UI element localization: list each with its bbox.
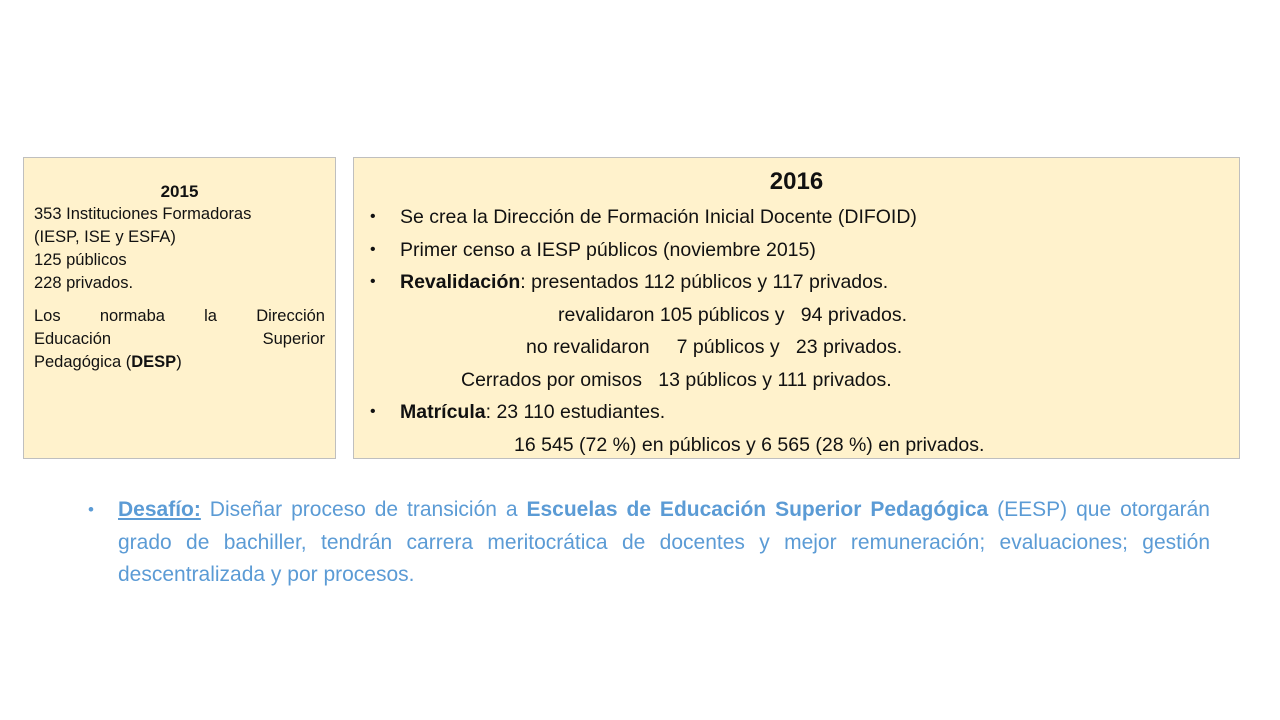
box-2015-para-line (34, 328, 325, 351)
box-2016-year: 2016 (769, 168, 824, 195)
box-2015-year: 2015 (160, 182, 199, 201)
bullet-text: Primer censo a IESP públicos (noviembre 2015) (400, 238, 816, 261)
challenge-label: Desafío: (118, 498, 201, 521)
word: Dirección (256, 307, 325, 325)
box-2016 (353, 157, 1240, 459)
box-2015 (23, 157, 336, 459)
bullet-item (368, 234, 1225, 267)
eesp-bold: Escuelas de Educación Superior Pedagógica (526, 498, 989, 521)
revalidation-line: Cerrados por omisos 13 públicos y 111 privados. (461, 368, 892, 391)
spacer (34, 295, 325, 305)
challenge-paragraph (88, 494, 1210, 592)
bullet-icon: • (370, 208, 376, 225)
bullet-text: : 23 110 estudiantes. (485, 401, 666, 423)
bullet-text: : presentados 112 públicos y 117 privados. (520, 271, 889, 293)
word: Superior (262, 330, 325, 348)
acronym-desp: DESP (131, 353, 177, 371)
enrollment-line: 16 545 (72 %) en públicos y 6 565 (28 %) en privados. (514, 433, 985, 456)
text: ) (176, 353, 182, 371)
revalidation-line: no revalidaron 7 públicos y 23 privados. (526, 336, 903, 358)
text: Diseñar proceso de transición a (200, 498, 527, 521)
bullet-icon: • (370, 403, 376, 420)
word: Educación (34, 330, 112, 348)
word: normaba (99, 307, 165, 325)
bullet-text: Se crea la Dirección de Formación Inicial Docente (DIFOID) (400, 206, 917, 228)
bullet-icon: • (370, 273, 376, 290)
bullet-icon: • (88, 500, 94, 519)
bullet-item (368, 266, 1225, 299)
text: Pedagógica ( (34, 353, 132, 371)
revalidation-line: revalidaron 105 públicos y 94 privados. (558, 303, 908, 326)
box-2015-line: 228 privados. (34, 274, 134, 292)
bullet-item (368, 396, 1225, 429)
bullet-bold-label: Matrícula (400, 401, 486, 423)
challenge-text (118, 494, 1210, 592)
box-2015-para-line (34, 351, 325, 374)
box-2015-line: 353 Instituciones Formadoras (34, 205, 252, 223)
bullet-bold-label: Revalidación (400, 271, 521, 293)
text: (EESP) que otorgarán grado de bachiller, tendrán carrera meritocrática de docentes y mejor remuneración; evaluaciones; gestión descentralizada y por procesos. (118, 498, 1210, 586)
bullet-icon: • (370, 240, 376, 258)
word: la (204, 307, 217, 325)
box-2015-para-line (34, 305, 325, 328)
word: Los (34, 307, 61, 325)
bullet-item (368, 201, 1225, 234)
box-2015-line: 125 públicos (34, 251, 127, 269)
box-2015-line: (IESP, ISE y ESFA) (34, 228, 176, 246)
